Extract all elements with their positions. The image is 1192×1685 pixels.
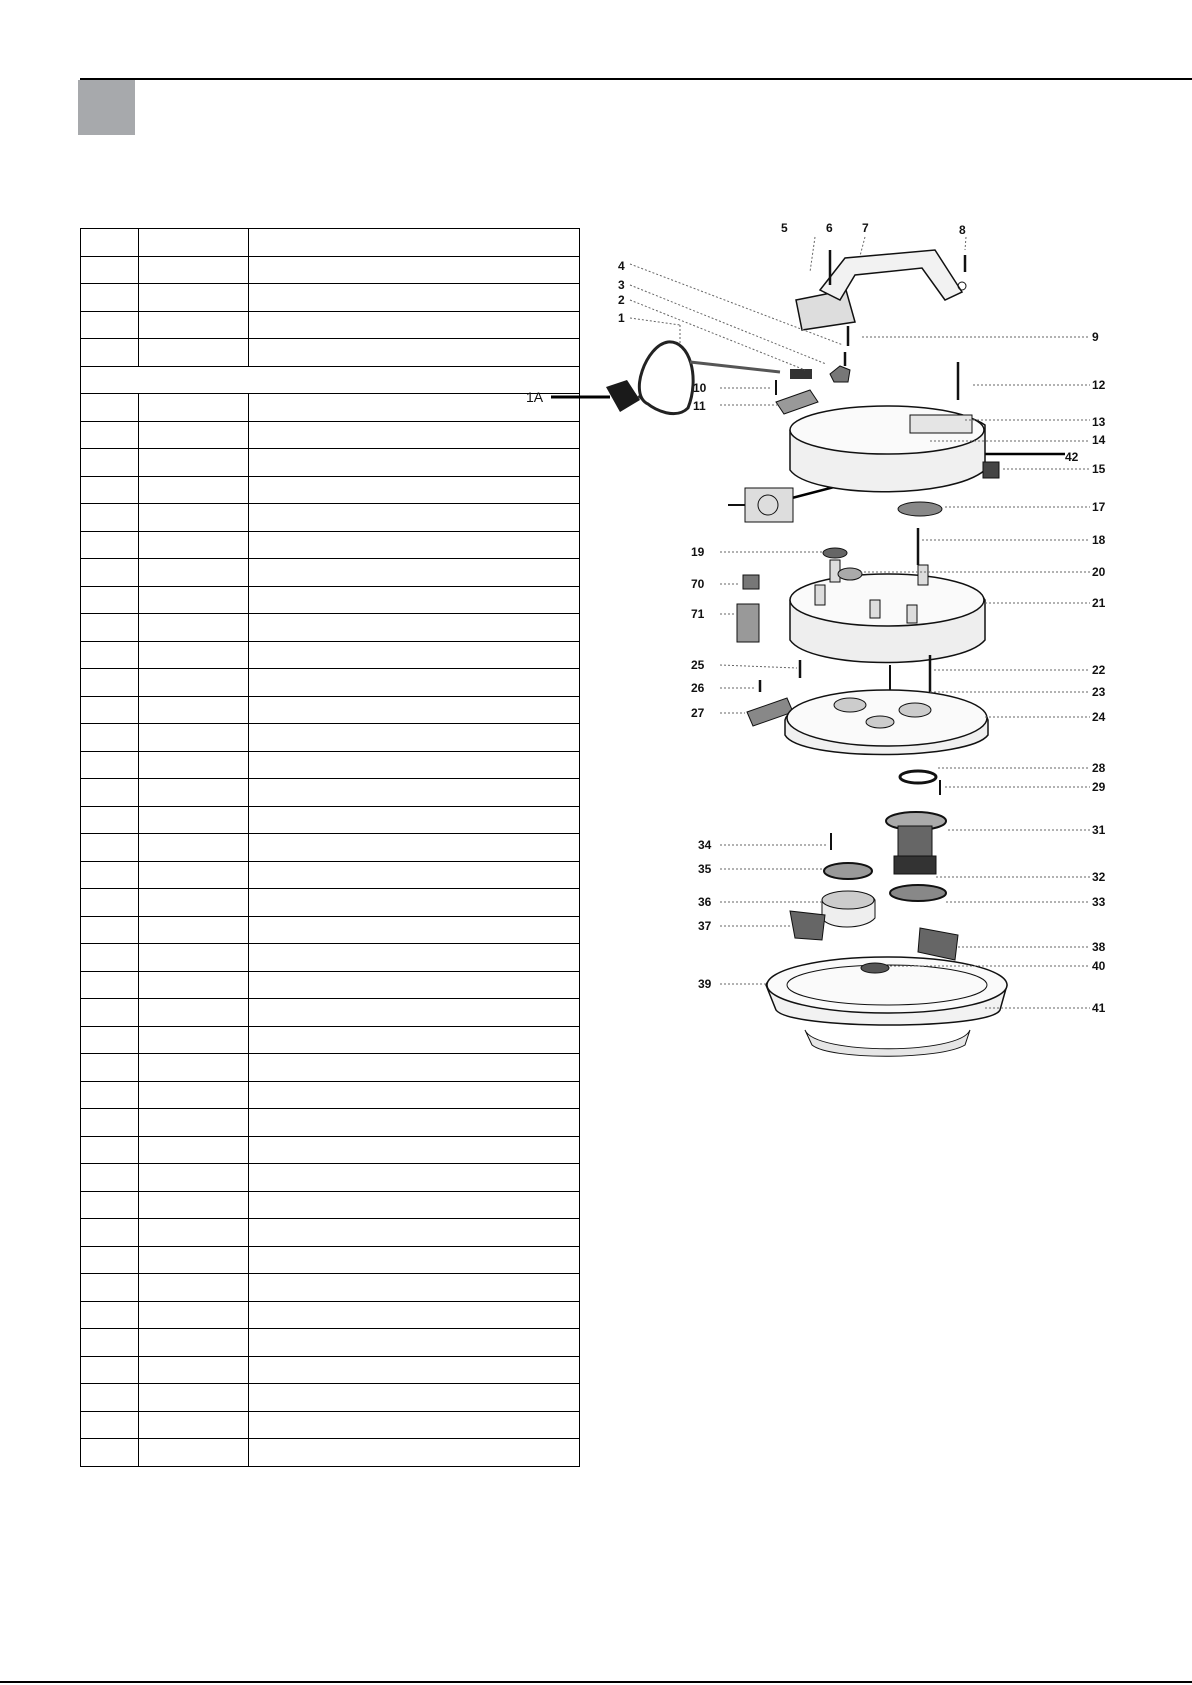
table-row: [81, 559, 580, 587]
part-label: 34: [698, 838, 712, 852]
part-label: 25: [691, 658, 705, 672]
table-cell: [81, 284, 139, 312]
table-cell: [249, 751, 580, 779]
leader-lines: [630, 237, 1090, 1008]
table-cell: [81, 1109, 139, 1137]
part-label: 4: [618, 259, 625, 273]
table-cell: [81, 1439, 139, 1467]
table-row: [81, 889, 580, 917]
table-cell: [249, 311, 580, 339]
part-label: 39: [698, 977, 712, 991]
table-cell: [249, 1081, 580, 1109]
table-row: [81, 916, 580, 944]
table-row: [81, 421, 580, 449]
parts-table: [80, 228, 580, 1467]
magnet-part: [790, 911, 825, 940]
table-cell: [249, 889, 580, 917]
table-row: [81, 834, 580, 862]
part-label: 3: [618, 278, 625, 292]
table-cell: [81, 971, 139, 999]
table-cell: [249, 1411, 580, 1439]
table-cell: [249, 999, 580, 1027]
table-cell: [81, 1219, 139, 1247]
table-row: [81, 1246, 580, 1274]
table-cell: [249, 256, 580, 284]
table-cell: [249, 1219, 580, 1247]
switch-part: [983, 462, 999, 478]
table-cell: [81, 421, 139, 449]
gasket-part: [898, 502, 942, 516]
table-cell: [139, 476, 249, 504]
table-cell: [249, 1246, 580, 1274]
table-row: [81, 1329, 580, 1357]
table-cell: [81, 1164, 139, 1192]
callout-1a-label: 1A: [526, 389, 544, 405]
part-label: 13: [1092, 415, 1106, 429]
table-cell: [81, 1274, 139, 1302]
cable-part: [639, 342, 693, 414]
part-label: 10: [693, 381, 707, 395]
table-cell: [249, 944, 580, 972]
table-cell: [249, 779, 580, 807]
table-cell: [81, 999, 139, 1027]
table-cell: [139, 971, 249, 999]
part-label: 42: [1065, 450, 1079, 464]
part-label: 7: [862, 221, 869, 235]
table-cell: [81, 834, 139, 862]
table-cell: [139, 1274, 249, 1302]
table-row: [81, 229, 580, 257]
table-cell: [139, 1246, 249, 1274]
table-cell: [249, 1301, 580, 1329]
part-label: 18: [1092, 533, 1106, 547]
table-cell: [249, 1384, 580, 1412]
table-cell: [249, 1439, 580, 1467]
table-cell: [249, 971, 580, 999]
table-cell: [139, 284, 249, 312]
table-row: [81, 504, 580, 532]
table-row: [81, 944, 580, 972]
table-row: [81, 1384, 580, 1412]
table-row: [81, 861, 580, 889]
table-cell: [81, 696, 139, 724]
part-number-labels: [618, 221, 1106, 1015]
clamp-part: [830, 366, 850, 382]
part-label: 24: [1092, 710, 1106, 724]
table-cell: [139, 339, 249, 367]
table-row: [81, 1301, 580, 1329]
table-cell: [139, 394, 249, 422]
table-cell: [81, 724, 139, 752]
part-label: 38: [1092, 940, 1106, 954]
table-row: [81, 1026, 580, 1054]
terminal-part: [776, 390, 818, 414]
part-label: 70: [691, 577, 705, 591]
table-row: [81, 614, 580, 642]
table-cell: [139, 229, 249, 257]
table-cell: [139, 1026, 249, 1054]
part-label: 1: [618, 311, 625, 325]
table-cell: [249, 1026, 580, 1054]
table-cell: [81, 1384, 139, 1412]
table-cell: [81, 1246, 139, 1274]
table-row: [81, 1191, 580, 1219]
table-cell: [139, 889, 249, 917]
table-cell: [139, 1081, 249, 1109]
section-tab: [78, 80, 135, 135]
table-cell: [81, 861, 139, 889]
table-row: [81, 724, 580, 752]
part-label: 9: [1092, 330, 1099, 344]
table-row: [81, 806, 580, 834]
base-plate-part: [785, 690, 988, 755]
table-row: [81, 339, 580, 367]
table-cell: [81, 394, 139, 422]
table-row: [81, 284, 580, 312]
part-label: 17: [1092, 500, 1106, 514]
table-cell: [81, 669, 139, 697]
table-cell: [81, 1054, 139, 1082]
part-label: 21: [1092, 596, 1106, 610]
table-row: [81, 669, 580, 697]
part-label: 37: [698, 919, 712, 933]
table-cell: [81, 1329, 139, 1357]
table-row: [81, 394, 580, 422]
table-cell: [139, 1329, 249, 1357]
part-label: 15: [1092, 462, 1106, 476]
table-row: [81, 476, 580, 504]
part-label: 40: [1092, 959, 1106, 973]
part-label: 23: [1092, 685, 1106, 699]
table-cell: [139, 1191, 249, 1219]
table-section-row: [81, 366, 580, 394]
table-cell: [249, 669, 580, 697]
part-label: 11: [693, 399, 706, 413]
table-row: [81, 1054, 580, 1082]
table-cell: [139, 916, 249, 944]
table-cell: [249, 284, 580, 312]
table-cell: [139, 614, 249, 642]
table-cell: [139, 311, 249, 339]
motor-body-part: [790, 560, 985, 663]
table-cell: [249, 696, 580, 724]
bearing-housing-part: [822, 891, 875, 927]
table-cell: [81, 614, 139, 642]
part-42-leader: [765, 453, 965, 505]
handle-assembly: [796, 250, 966, 330]
table-cell: [81, 476, 139, 504]
table-cell: [139, 449, 249, 477]
table-row: [81, 449, 580, 477]
part-label: 5: [781, 221, 788, 235]
table-row: [81, 641, 580, 669]
cable-sleeve-part: [690, 362, 780, 372]
seal-part: [823, 548, 847, 558]
table-row: [81, 779, 580, 807]
table-cell: [249, 586, 580, 614]
table-cell: [249, 339, 580, 367]
table-cell: [139, 1384, 249, 1412]
table-cell: [139, 806, 249, 834]
table-cell: [249, 641, 580, 669]
top-cover-part: [790, 406, 985, 492]
table-cell: [139, 696, 249, 724]
table-cell: [81, 1026, 139, 1054]
table-cell: [139, 586, 249, 614]
header-rule: [80, 78, 1192, 80]
table-row: [81, 1136, 580, 1164]
table-cell: [81, 944, 139, 972]
table-row: [81, 311, 580, 339]
table-cell: [139, 751, 249, 779]
table-cell: [249, 476, 580, 504]
part-label: 28: [1092, 761, 1106, 775]
table-cell: [139, 861, 249, 889]
table-row: [81, 1109, 580, 1137]
part-label: 33: [1092, 895, 1106, 909]
table-cell: [139, 1054, 249, 1082]
table-row: [81, 1164, 580, 1192]
table-cell: [81, 1136, 139, 1164]
table-cell: [249, 1329, 580, 1357]
table-row: [81, 999, 580, 1027]
table-cell: [249, 559, 580, 587]
capacitor-cap-part: [743, 575, 759, 589]
capacitor-part: [737, 604, 759, 642]
table-row: [81, 971, 580, 999]
table-cell: [81, 806, 139, 834]
table-cell: [249, 861, 580, 889]
table-cell: [81, 339, 139, 367]
part-label: 14: [1092, 433, 1106, 447]
cable-gland-part: [790, 369, 812, 379]
table-cell: [81, 916, 139, 944]
table-cell: [139, 531, 249, 559]
table-cell: [249, 504, 580, 532]
table-cell: [139, 1109, 249, 1137]
part-label: 35: [698, 862, 712, 876]
table-row: [81, 1411, 580, 1439]
part-label: 12: [1092, 378, 1106, 392]
part-label: 2: [618, 293, 625, 307]
table-cell: [81, 449, 139, 477]
table-cell: [249, 614, 580, 642]
table-cell: [81, 779, 139, 807]
table-cell: [139, 1164, 249, 1192]
part-label: 71: [691, 607, 705, 621]
table-section-cell: [81, 366, 580, 394]
socket-part: [728, 488, 793, 522]
table-cell: [139, 1439, 249, 1467]
table-cell: [81, 751, 139, 779]
part-label: 31: [1092, 823, 1106, 837]
table-cell: [249, 916, 580, 944]
table-cell: [81, 229, 139, 257]
part-label: 36: [698, 895, 712, 909]
magnet-part: [918, 928, 958, 960]
table-cell: [249, 1164, 580, 1192]
table-cell: [249, 394, 580, 422]
table-cell: [81, 504, 139, 532]
table-cell: [139, 669, 249, 697]
table-cell: [139, 504, 249, 532]
table-row: [81, 751, 580, 779]
table-cell: [139, 1411, 249, 1439]
table-row: [81, 1219, 580, 1247]
table-cell: [81, 586, 139, 614]
table-cell: [249, 1109, 580, 1137]
table-row: [81, 586, 580, 614]
part-label: 6: [826, 221, 833, 235]
seal-part: [824, 863, 872, 879]
part-label: 22: [1092, 663, 1106, 677]
table-cell: [139, 834, 249, 862]
parts-table-body: [81, 229, 580, 1467]
base-part: [766, 957, 1007, 1056]
table-cell: [81, 256, 139, 284]
part-label: 32: [1092, 870, 1106, 884]
table-cell: [81, 1081, 139, 1109]
table-row: [81, 1274, 580, 1302]
part-label: 27: [691, 706, 705, 720]
table-cell: [81, 531, 139, 559]
table-cell: [139, 256, 249, 284]
part-label: 29: [1092, 780, 1106, 794]
table-cell: [139, 421, 249, 449]
part-label: 26: [691, 681, 705, 695]
table-cell: [249, 1356, 580, 1384]
table-cell: [249, 421, 580, 449]
table-row: [81, 1356, 580, 1384]
table-cell: [249, 724, 580, 752]
table-row: [81, 696, 580, 724]
table-row: [81, 1081, 580, 1109]
o-ring-part: [900, 771, 936, 783]
table-cell: [139, 1301, 249, 1329]
terminal-block-part: [747, 698, 793, 726]
table-cell: [81, 311, 139, 339]
table-cell: [249, 1191, 580, 1219]
table-cell: [139, 779, 249, 807]
table-cell: [249, 806, 580, 834]
table-cell: [249, 1136, 580, 1164]
table-row: [81, 256, 580, 284]
part-label: 19: [691, 545, 705, 559]
table-cell: [139, 1219, 249, 1247]
table-cell: [139, 641, 249, 669]
table-cell: [81, 1191, 139, 1219]
table-cell: [139, 559, 249, 587]
table-cell: [81, 559, 139, 587]
part-label: 8: [959, 223, 966, 237]
table-cell: [81, 1301, 139, 1329]
plug-part: [606, 380, 650, 412]
table-cell: [249, 229, 580, 257]
table-cell: [81, 1411, 139, 1439]
table-cell: [249, 449, 580, 477]
footer-rule: [0, 1681, 1192, 1683]
table-cell: [81, 889, 139, 917]
table-row: [81, 1439, 580, 1467]
table-cell: [81, 1356, 139, 1384]
part-label: 20: [1092, 565, 1106, 579]
table-cell: [139, 1136, 249, 1164]
table-cell: [81, 641, 139, 669]
table-cell: [249, 834, 580, 862]
table-cell: [139, 944, 249, 972]
table-cell: [249, 531, 580, 559]
table-cell: [249, 1274, 580, 1302]
table-cell: [139, 1356, 249, 1384]
shaft-assembly-part: [886, 812, 946, 901]
table-row: [81, 531, 580, 559]
part-label: 41: [1092, 1001, 1106, 1015]
table-cell: [139, 999, 249, 1027]
table-cell: [249, 1054, 580, 1082]
table-cell: [139, 724, 249, 752]
